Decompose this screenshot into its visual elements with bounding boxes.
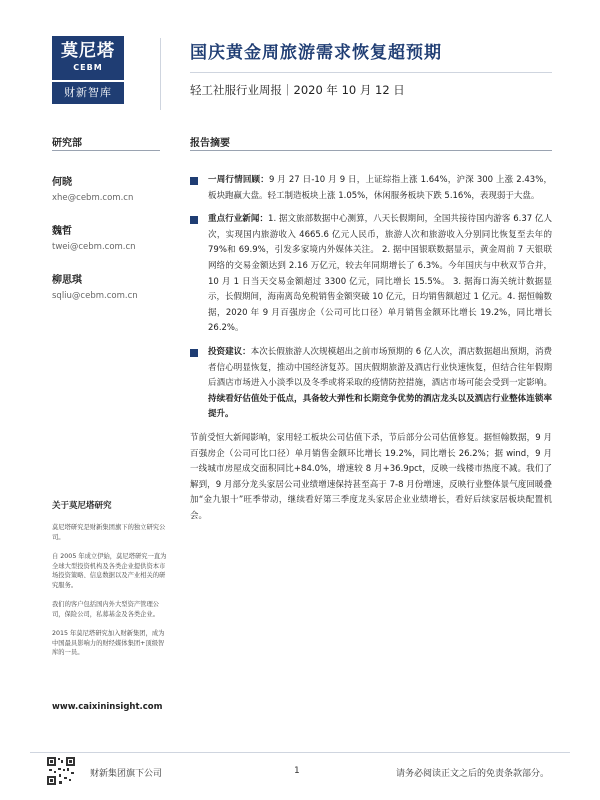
logo-tagline: 财新智库 xyxy=(52,82,124,104)
about-paragraph: 我们的客户包括国内外大型资产管理公司，保险公司，私募基金及各类企业。 xyxy=(52,601,160,618)
title-rule xyxy=(190,72,552,73)
summary-item-industry-news xyxy=(190,212,552,337)
header-divider xyxy=(160,38,161,110)
footer-company: 财新集团旗下公司 xyxy=(90,769,163,779)
analyst-name: 魏哲 xyxy=(52,226,72,237)
cebm-logo xyxy=(52,36,124,104)
analyst-card xyxy=(52,222,162,252)
logo-mark xyxy=(52,36,124,80)
summary-item-label: 一周行情回顾： xyxy=(208,175,269,185)
summary-item-label: 投资建议： xyxy=(208,346,251,357)
about-section xyxy=(52,499,170,668)
summary-item-market-review xyxy=(190,173,552,204)
qr-code-icon xyxy=(46,756,76,786)
analyst-name: 何晓 xyxy=(52,177,72,188)
analyst-email[interactable]: xhe@cebm.com.cn xyxy=(52,193,134,203)
about-paragraph: 2015 年莫尼塔研究加入财新集团，成为中国最具影响力的财经媒体集团+顶级智库的一员。 xyxy=(52,630,165,656)
bullet-square-icon xyxy=(190,177,198,185)
logo-name-en: CEBM xyxy=(73,63,103,72)
footer-rule xyxy=(30,752,570,753)
summary-item-text: 9 月 27 日-10 月 9 日，上证综指上涨 1.64%，沪深 300 上涨 2.43%，板块跑赢大盘。轻工制造板块上涨 1.05%，休闲服务板块下跌 5.16%，表现弱于大盘。 xyxy=(208,175,552,201)
sidebar-heading: 研究部 xyxy=(52,138,82,149)
summary-heading: 报告摘要 xyxy=(190,138,230,149)
bullet-square-icon xyxy=(190,216,198,224)
report-subtitle: 轻工社服行业周报｜2020 年 10 月 12 日 xyxy=(190,83,405,97)
summary-heading-rule xyxy=(190,150,552,151)
summary-item-emphasis: 持续看好估值处于低点，具备较大弹性和长期竞争优势的酒店龙头以及酒店行业整体连锁率提升。 xyxy=(208,393,552,420)
analyst-email[interactable]: twei@cebm.com.cn xyxy=(52,242,136,252)
summary-item-text: 1. 据文旅部数据中心测算，八天长假期间，全国共接待国内游客 6.37 亿人次，实现国内旅游收入 4665.6 亿元人民币，旅游人次和旅游收入分别同比恢复至去年的 79%和 69.9%，引发多家境内外媒体关注。 2. 据中国银联数据显示，黄金周前 7 天银联网络的交易金额达到 2.16 万亿元，较去年同期增长了 6.3%。今年国庆与中秋双节合并，10 月 1 日当天交易金额超过 3300 亿元，同比增长 15.5%。 3. 据海口海关统计数据显示，长假期间，海南离岛免税销售金额突破 10 亿元，日均销售额超过 1 亿元。4. 据恒翰数据，2020 年 9 月百强房企（公司可比口径）单月销售金额环比增长 19.2%，同比增长 26.2%。 xyxy=(208,214,552,334)
website-link[interactable]: www.caixininsight.com xyxy=(52,702,163,712)
analyst-card xyxy=(52,173,162,203)
summary-item-investment-advice xyxy=(190,345,552,423)
analyst-email[interactable]: sqliu@cebm.com.cn xyxy=(52,291,138,301)
summary-closing-paragraph: 节前受恒大新闻影响，家用轻工板块公司估值下杀，节后部分公司估值修复。据恒翰数据，9 月百强房企（公司可比口径）单月销售金额环比增长 19.2%，同比增长 26.2%；据 wind，9 月一线城市房屋成交面积同比+84.0%，增速较 8 月+36.9pct，反映一线楼市热度不减。我们了解到，9 月部分龙头家居公司业绩增速保持甚至高于 7-8 月份增速，反映行业整体景气度回暖叠加“金九银十”旺季带动，继续看好第三季度龙头家居企业业绩增长，看好后续家居板块配置机会。 xyxy=(190,432,552,521)
bullet-square-icon xyxy=(190,349,198,357)
about-title: 关于莫尼塔研究 xyxy=(52,501,112,511)
about-paragraph: 莫尼塔研究是财新集团旗下的独立研究公司。 xyxy=(52,524,166,541)
summary-item-label: 重点行业新闻： xyxy=(208,214,269,225)
page-number: 1 xyxy=(294,766,300,776)
report-title: 国庆黄金周旅游需求恢复超预期 xyxy=(190,43,442,63)
summary-item-text: 本次长假旅游人次规模超出之前市场预期的 6 亿人次，酒店数据超出预期，消费者信心明显恢复，推动中国经济复苏。国庆假期旅游及酒店行业快速恢复，但结合往年假期后酒店市场进入小淡季以及冬季或将采取的疫情防控措施，酒店市场可能会受到一定影响。 xyxy=(208,346,552,389)
analyst-card xyxy=(52,271,162,301)
about-paragraph: 自 2005 年成立伊始，莫尼塔研究一直为全球大型投资机构及各类企业提供资本市场投资策略、信息数据以及产业相关的研究服务。 xyxy=(52,553,167,589)
report-summary xyxy=(190,173,552,524)
footer-disclaimer: 请务必阅读正文之后的免责条款部分。 xyxy=(396,769,550,779)
sidebar-heading-rule xyxy=(52,150,160,151)
logo-name-cn: 莫尼塔 xyxy=(61,41,115,61)
analyst-name: 柳思琪 xyxy=(52,275,82,286)
